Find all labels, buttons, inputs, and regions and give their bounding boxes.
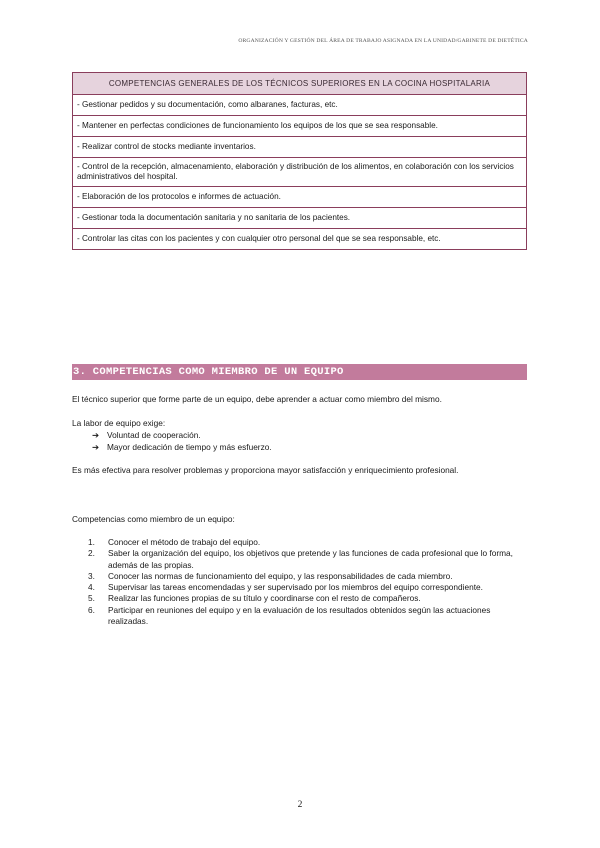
running-header: ORGANIZACIÓN Y GESTIÓN DEL ÁREA DE TRABAJO ASIGNADA EN LA UNIDAD/GABINETE DE DIETÉTICA [238,38,528,44]
list-item [88,605,518,628]
list-text: Conocer el método de trabajo del equipo. [108,537,261,547]
list-text: Participar en reuniones del equipo y en la evaluación de los resultados obtenidos según las actuaciones realizadas. [108,604,491,627]
competencias-table [72,72,527,250]
table-row: - Mantener en perfectas condiciones de funcionamiento los equipos de los que se sea responsable. [73,116,527,137]
table-row: - Controlar las citas con los pacientes y con cualquier otro personal del que se sea responsable, etc. [73,229,527,250]
section-heading: 3. COMPETENCIAS COMO MIEMBRO DE UN EQUIPO [72,364,527,380]
list-text: Supervisar las tareas encomendadas y ser supervisado por los miembros del equipo correspondiente. [108,582,483,593]
list-number: 5. [88,593,95,604]
list-item [88,593,518,604]
list-text: Saber la organización del equipo, los objetivos que pretende y las funciones de cada profesional que lo forma, además de las propias. [108,548,513,570]
bullet-text: Voluntad de cooperación. [107,430,201,440]
list-intro: Competencias como miembro de un equipo: [72,514,235,524]
list-item [92,442,272,454]
bullet-list [92,430,272,453]
list-number: 2. [88,548,95,559]
table-row: - Gestionar pedidos y su documentación, como albaranes, facturas, etc. [73,95,527,116]
list-number: 4. [88,582,95,593]
list-item [88,548,518,571]
table-row: - Realizar control de stocks mediante inventarios. [73,137,527,158]
table-header: COMPETENCIAS GENERALES DE LOS TÉCNICOS SUPERIORES EN LA COCINA HOSPITALARIA [73,73,527,95]
list-item [88,582,518,593]
numbered-list [88,537,518,627]
labor-intro: La labor de equipo exige: [72,418,166,428]
list-number: 3. [88,570,95,581]
arrow-icon: ➔ [92,430,99,440]
arrow-icon: ➔ [92,441,99,452]
list-item [88,537,518,548]
list-number: 6. [88,604,95,615]
table-row: - Gestionar toda la documentación sanitaria y no sanitaria de los pacientes. [73,208,527,229]
list-text: Conocer las normas de funcionamiento del equipo, y las responsabilidades de cada miembro. [108,570,453,581]
bullet-text: Mayor dedicación de tiempo y más esfuerzo. [107,441,272,452]
list-number: 1. [88,537,95,547]
effectiveness-paragraph: Es más efectiva para resolver problemas y proporciona mayor satisfacción y enriquecimiento profesional. [72,465,459,475]
list-item [92,430,272,442]
list-text: Realizar las funciones propias de su título y coordinarse con el resto de compañeros. [108,593,421,604]
page-number: 2 [297,800,303,810]
intro-paragraph: El técnico superior que forme parte de un equipo, debe aprender a actuar como miembro del mismo. [72,394,442,404]
table-row: - Control de la recepción, almacenamiento, elaboración y distribución de los alimentos, en colaboración con los servicios administrativos del hospital. [73,158,527,187]
table-row: - Elaboración de los protocolos e informes de actuación. [73,187,527,208]
list-item [88,571,518,582]
